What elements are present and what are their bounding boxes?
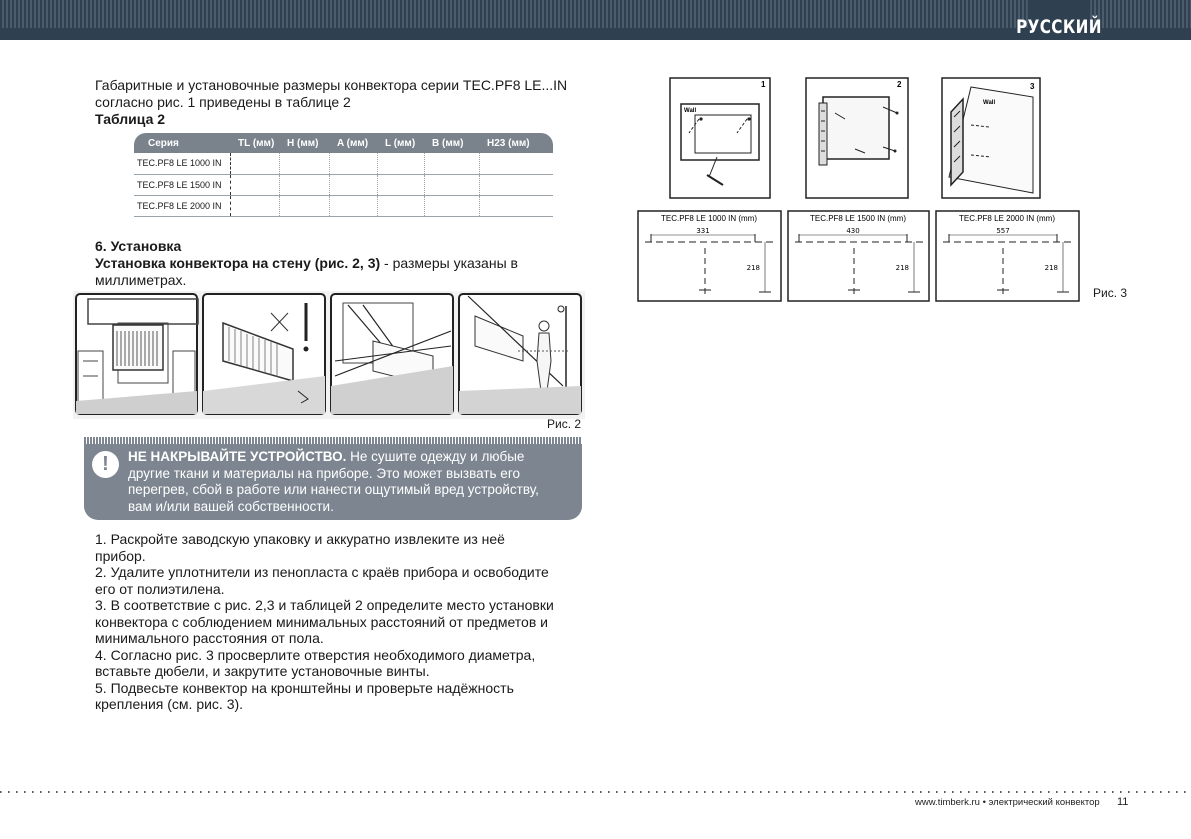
steps-list xyxy=(95,531,585,713)
fig3-panel-2-number: 2 xyxy=(897,80,902,89)
fig3-diagram-3 xyxy=(935,210,1080,302)
section-subheading-line-2: миллиметрах. xyxy=(95,272,187,288)
fig3-panel-1-number: 1 xyxy=(761,80,766,89)
warning-stripe xyxy=(84,437,582,444)
section-subheading-rest: - размеры указаны в xyxy=(380,255,518,271)
warning-bold: НЕ НАКРЫВАЙТЕ УСТРОЙСТВО. xyxy=(128,449,347,464)
fig2-panel-1 xyxy=(76,294,198,414)
step-line: 1. Раскройте заводскую упаковку и аккуратно извлеките из неё xyxy=(95,531,505,547)
table-row xyxy=(134,153,553,174)
table-cell xyxy=(279,195,329,216)
footer-text: www.timberk.ru • электрический конвектор xyxy=(915,797,1100,808)
fig2-illustrations xyxy=(73,291,585,419)
table-cell xyxy=(230,153,279,174)
fig2-panel-3 xyxy=(331,294,453,414)
fig2-panel-2 xyxy=(203,294,325,414)
fig3-diagram-2-title: TEC.PF8 LE 1500 IN (mm) xyxy=(809,214,907,223)
fig3-panel-1 xyxy=(669,77,771,199)
table-cell xyxy=(377,195,424,216)
page-number: 11 xyxy=(1117,796,1129,808)
step-line: крепления (см. рис. 3). xyxy=(95,696,244,712)
table-title: Таблица 2 xyxy=(95,111,166,127)
language-label: РУССКИЙ xyxy=(1028,0,1090,40)
step-line: конвектора с соблюдением минимальных расстояний от предметов и xyxy=(95,613,548,630)
warning-line-1-rest: Не сушите одежду и любые xyxy=(346,449,525,464)
table-cell xyxy=(377,174,424,195)
step-line: 3. В соответствие с рис. 2,3 и таблицей 2 определите место установки xyxy=(95,597,554,613)
fig3-diagram-3-title: TEC.PF8 LE 2000 IN (mm) xyxy=(958,214,1056,223)
intro-line-1: Габаритные и установочные размеры конвектора серии TEC.PF8 LE...IN xyxy=(95,77,568,93)
fig3-diagram-2-width: 430 xyxy=(846,227,860,235)
table-header: H (мм) xyxy=(279,133,329,153)
table-cell-series: TEC.PF8 LE 1000 IN xyxy=(134,153,230,174)
fig3-diagram-1 xyxy=(637,210,782,302)
table-cell-series: TEC.PF8 LE 2000 IN xyxy=(134,195,230,216)
table-cell xyxy=(279,153,329,174)
fig2-panel-4 xyxy=(459,294,581,414)
spec-table xyxy=(134,133,553,217)
table-header: L (мм) xyxy=(377,133,424,153)
table-header-row xyxy=(134,133,553,153)
fig3-panel-3-wall-label: Wall xyxy=(983,100,996,106)
fig3-panel-1-wall-label: Wall xyxy=(684,108,697,114)
warning-line-2: другие ткани и материалы на приборе. Это может вызвать его xyxy=(128,465,520,481)
warning-line-3: перегрев, сбой в работе или нанести ощутимый вред устройству, xyxy=(128,482,539,497)
table-cell xyxy=(479,174,553,195)
fig3-diagram-1-width: 331 xyxy=(696,227,710,235)
table-row xyxy=(134,174,553,195)
fig3-diagram-2-height: 218 xyxy=(895,264,909,272)
table-row xyxy=(134,195,553,216)
table-cell xyxy=(424,195,479,216)
section-subheading-bold: Установка конвектора на стену (рис. 2, 3) xyxy=(95,255,381,271)
table-cell xyxy=(329,174,377,195)
warning-text xyxy=(128,449,568,515)
warning-box xyxy=(84,437,582,520)
fig3-diagram-1-title: TEC.PF8 LE 1000 IN (mm) xyxy=(660,214,758,223)
step-line: вставьте дюбели, и закрутите установочные винты. xyxy=(95,663,430,679)
table-cell xyxy=(230,195,279,216)
table-header: B (мм) xyxy=(424,133,479,153)
table-cell xyxy=(279,174,329,195)
fig3-caption: Рис. 3 xyxy=(1093,286,1128,300)
table-cell xyxy=(377,153,424,174)
table-cell xyxy=(329,153,377,174)
fig3-panel-3-number: 3 xyxy=(1030,82,1035,91)
step-line: его от полиэтилена. xyxy=(95,580,225,597)
section-subheading xyxy=(95,255,518,272)
fig3-diagram-1-height: 218 xyxy=(746,264,760,272)
table-cell xyxy=(424,153,479,174)
warning-line-1 xyxy=(128,449,568,466)
intro-line-2: согласно рис. 1 приведены в таблице 2 xyxy=(95,94,351,110)
footer-divider xyxy=(0,791,1191,793)
step-line: 5. Подвесьте конвектор на кронштейны и проверьте надёжность xyxy=(95,679,514,696)
fig3-panel-2 xyxy=(805,77,909,199)
fig3-diagram-3-height: 218 xyxy=(1044,264,1058,272)
table-cell xyxy=(479,153,553,174)
table-header: A (мм) xyxy=(329,133,377,153)
step-line: прибор. xyxy=(95,547,146,564)
exclamation-icon: ! xyxy=(92,451,119,478)
step-line: 4. Согласно рис. 3 просверлите отверстия необходимого диаметра, xyxy=(95,646,536,663)
warning-line-4: вам и/или вашей собственности. xyxy=(128,498,334,514)
table-header: Серия xyxy=(134,133,230,153)
fig3-diagram-2 xyxy=(787,210,930,302)
table-header: H23 (мм) xyxy=(479,133,553,153)
table-cell xyxy=(479,195,553,216)
table-cell-series: TEC.PF8 LE 1500 IN xyxy=(134,174,230,195)
table-header: TL (мм) xyxy=(230,133,279,153)
fig2-caption: Рис. 2 xyxy=(547,417,582,431)
fig3-panel-3 xyxy=(941,77,1041,199)
fig3-diagram-3-width: 557 xyxy=(996,227,1010,235)
header-bar-base xyxy=(0,28,1191,40)
table-cell xyxy=(230,174,279,195)
step-line: 2. Удалите уплотнители из пенопласта с краёв прибора и освободите xyxy=(95,564,549,580)
step-line: минимального расстояния от пола. xyxy=(95,630,324,646)
table-cell xyxy=(329,195,377,216)
section-heading: 6. Установка xyxy=(95,238,182,254)
table-cell xyxy=(424,174,479,195)
